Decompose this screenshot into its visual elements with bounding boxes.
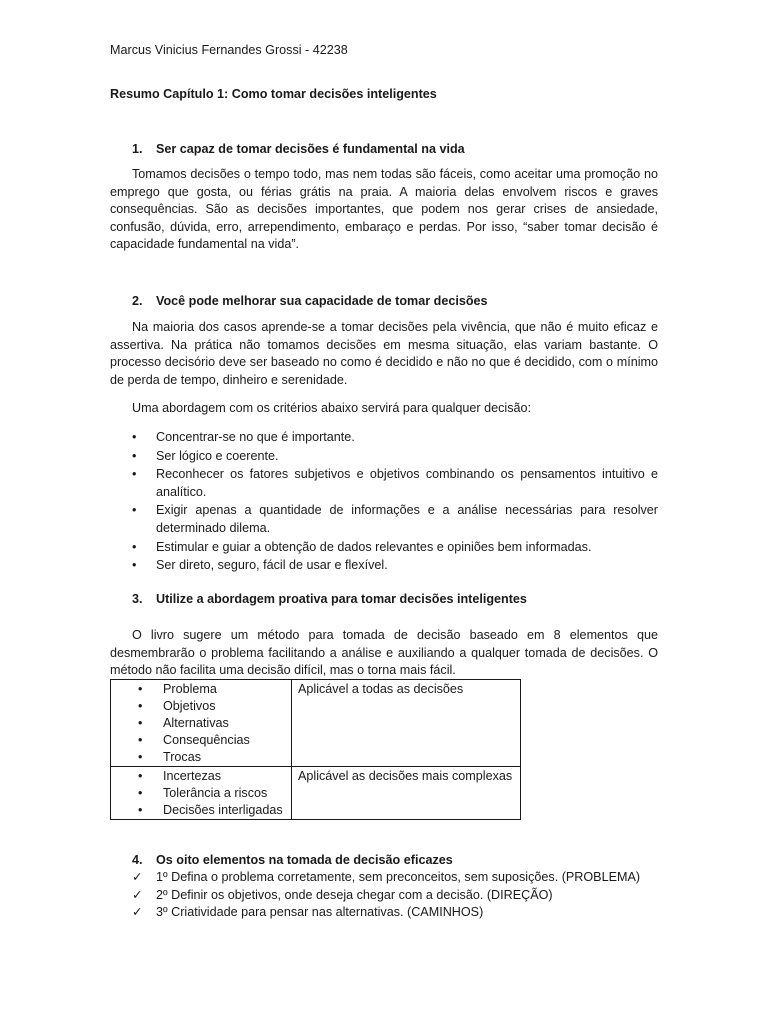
section-3-heading — [132, 591, 527, 608]
list-item: • Objetivos — [138, 699, 216, 713]
list-item: • Ser lógico e coerente. — [110, 448, 658, 466]
list-item: • Incertezas — [138, 769, 222, 783]
table-row — [111, 680, 521, 767]
bullet-icon: • — [132, 448, 137, 463]
list-item: • Exigir apenas a quantidade de informações e a análise necessárias para resolver determinado dilema. — [132, 503, 658, 535]
list-item: • Problema — [138, 682, 217, 696]
list-item: • Ser direto, seguro, fácil de usar e flexível. — [110, 557, 658, 575]
section-2-intro: Uma abordagem com os critérios abaixo servirá para qualquer decisão: — [132, 401, 531, 415]
bullet-icon: • — [138, 803, 143, 817]
bullet-icon: • — [132, 539, 137, 554]
document-title: Resumo Capítulo 1: Como tomar decisões inteligentes — [110, 87, 437, 101]
list-item: • Estimular e guiar a obtenção de dados relevantes e opiniões bem informadas. — [110, 539, 658, 557]
section-2-heading — [132, 293, 488, 310]
section-1-heading — [132, 141, 465, 158]
bullet-icon: • — [138, 786, 143, 800]
section-4-number: 4. — [132, 853, 143, 867]
table-cell-note: Aplicável as decisões mais complexas — [292, 767, 521, 820]
list-item: ✓ 2º Definir os objetivos, onde deseja chegar com a decisão. (DIREÇÃO) — [110, 887, 640, 905]
section-2-title: Você pode melhorar sua capacidade de tomar decisões — [156, 294, 488, 308]
checkmark-icon: ✓ — [132, 905, 143, 920]
table-cell-elements — [111, 767, 292, 820]
bullet-icon: • — [132, 503, 137, 518]
checkmark-icon: ✓ — [132, 887, 143, 902]
table-cell-elements — [111, 680, 292, 767]
section-1-number: 1. — [132, 142, 143, 156]
criteria-list — [110, 429, 658, 576]
bullet-icon: • — [138, 733, 143, 747]
section-2-number: 2. — [132, 294, 143, 308]
bullet-icon: • — [138, 750, 143, 764]
section-3-number: 3. — [132, 592, 143, 606]
section-3-paragraph: O livro sugere um método para tomada de decisão baseado em 8 elementos que desmembrarão o problema facilitando a análise e auxiliando a qualquer tomada de decisões. O método não facilita uma decisão difícil, mas o torna mais fácil. — [110, 628, 658, 678]
section-1-paragraph: Tomamos decisões o tempo todo, mas nem todas são fáceis, como aceitar uma promoção no emprego que gosta, ou férias grátis na praia. A maioria delas envolvem riscos e graves consequências. São as decisões importantes, que podem nos gerar crises de ansiedade, confusão, dúvida, erro, arrependimento, embaraço e perdas. Por isso, “saber tomar decisão é capacidade fundamental na vida”. — [110, 167, 658, 252]
section-1-title: Ser capaz de tomar decisões é fundamental na vida — [156, 142, 465, 156]
section-4-heading — [132, 852, 453, 869]
list-item: • Consequências — [138, 733, 250, 747]
list-item: • Reconhecer os fatores subjetivos e objetivos combinando os pensamentos intuitivo e analítico. — [132, 467, 658, 499]
list-item: • Concentrar-se no que é importante. — [110, 429, 658, 447]
author-line: Marcus Vinicius Fernandes Grossi - 42238 — [110, 43, 348, 57]
bullet-icon: • — [132, 467, 137, 482]
bullet-icon: • — [138, 699, 143, 713]
bullet-icon: • — [132, 430, 137, 444]
list-item: • Decisões interligadas — [138, 803, 283, 817]
elements-checklist — [110, 869, 640, 922]
elements-table — [110, 679, 521, 820]
list-item: • Trocas — [138, 750, 202, 764]
table-row — [111, 767, 521, 820]
section-4-title: Os oito elementos na tomada de decisão eficazes — [156, 853, 453, 867]
table-cell-note: Aplicável a todas as decisões — [292, 680, 521, 767]
bullet-icon: • — [138, 682, 143, 696]
checkmark-icon: ✓ — [132, 870, 143, 884]
list-item: • Alternativas — [138, 716, 229, 730]
list-item: ✓ 3º Criatividade para pensar nas alternativas. (CAMINHOS) — [110, 904, 640, 922]
bullet-icon: • — [132, 558, 137, 573]
bullet-icon: • — [138, 716, 143, 730]
list-item: • Tolerância a riscos — [138, 786, 268, 800]
section-2-paragraph: Na maioria dos casos aprende-se a tomar decisões pela vivência, que não é muito eficaz e assertiva. Na prática não tomamos decisões em mesma situação, elas variam bastante. O processo decisório deve ser baseado no como é decidido e não no que é decidido, com o mínimo de perda de tempo, dinheiro e serenidade. — [110, 320, 658, 387]
section-3-title: Utilize a abordagem proativa para tomar decisões inteligentes — [156, 592, 527, 606]
bullet-icon: • — [138, 769, 143, 783]
list-item: ✓ 1º Defina o problema corretamente, sem preconceitos, sem suposições. (PROBLEMA) — [110, 869, 640, 887]
